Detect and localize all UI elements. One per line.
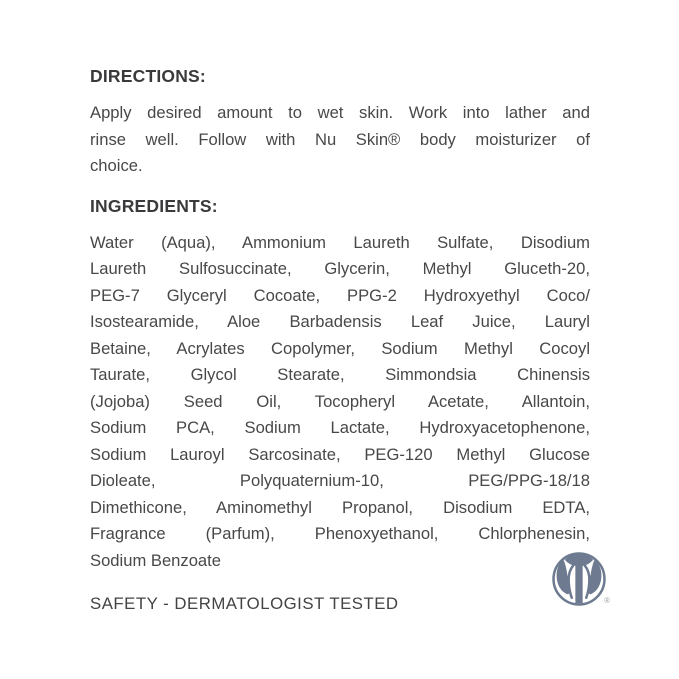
text-line: Sodium Benzoate xyxy=(90,550,221,570)
safety-statement: SAFETY - DERMATOLOGIST TESTED xyxy=(90,594,399,613)
text-line: Taurate, Glycol Stearate, Simmondsia Chinensis xyxy=(90,365,590,384)
text-line: Sodium Lauroyl Sarcosinate, PEG-120 Methyl Glucose xyxy=(90,444,590,464)
text-line: choice. xyxy=(90,156,143,175)
text-line: Apply desired amount to wet skin. Work into lather and xyxy=(90,103,590,122)
text-line: PEG-7 Glyceryl Cocoate, PPG-2 Hydroxyethyl Coco/ xyxy=(90,285,590,305)
text-line: rinse well. Follow with Nu Skin® body moisturizer of xyxy=(90,129,590,149)
nu-skin-emblem-icon xyxy=(551,551,607,607)
text-line: Dimethicone, Aminomethyl Propanol, Disodium EDTA, xyxy=(90,497,590,517)
text-line: Betaine, Acrylates Copolymer, Sodium Methyl Cocoyl xyxy=(90,338,590,358)
text-line: Isostearamide, Aloe Barbadensis Leaf Juice, Lauryl xyxy=(90,312,590,331)
text-line: (Jojoba) Seed Oil, Tocopheryl Acetate, Allantoin, xyxy=(90,391,590,411)
registered-trademark-symbol: ® xyxy=(604,596,610,605)
text-line: Water (Aqua), Ammonium Laureth Sulfate, Disodium xyxy=(90,232,590,252)
nu-skin-logo xyxy=(551,551,610,607)
text-line: Fragrance (Parfum), Phenoxyethanol, Chlorphenesin, xyxy=(90,524,590,543)
text-line: Dioleate, Polyquaternium-10, PEG/PPG-18/18 xyxy=(90,471,590,490)
text-line: Laureth Sulfosuccinate, Glycerin, Methyl Gluceth-20, xyxy=(90,259,590,278)
ingredients-text xyxy=(90,230,590,575)
directions-heading: DIRECTIONS: xyxy=(90,66,206,86)
directions-text xyxy=(90,100,590,180)
product-info-panel xyxy=(90,67,590,617)
ingredients-heading: INGREDIENTS: xyxy=(90,195,218,216)
text-line: Sodium PCA, Sodium Lactate, Hydroxyacetophenone, xyxy=(90,418,590,437)
